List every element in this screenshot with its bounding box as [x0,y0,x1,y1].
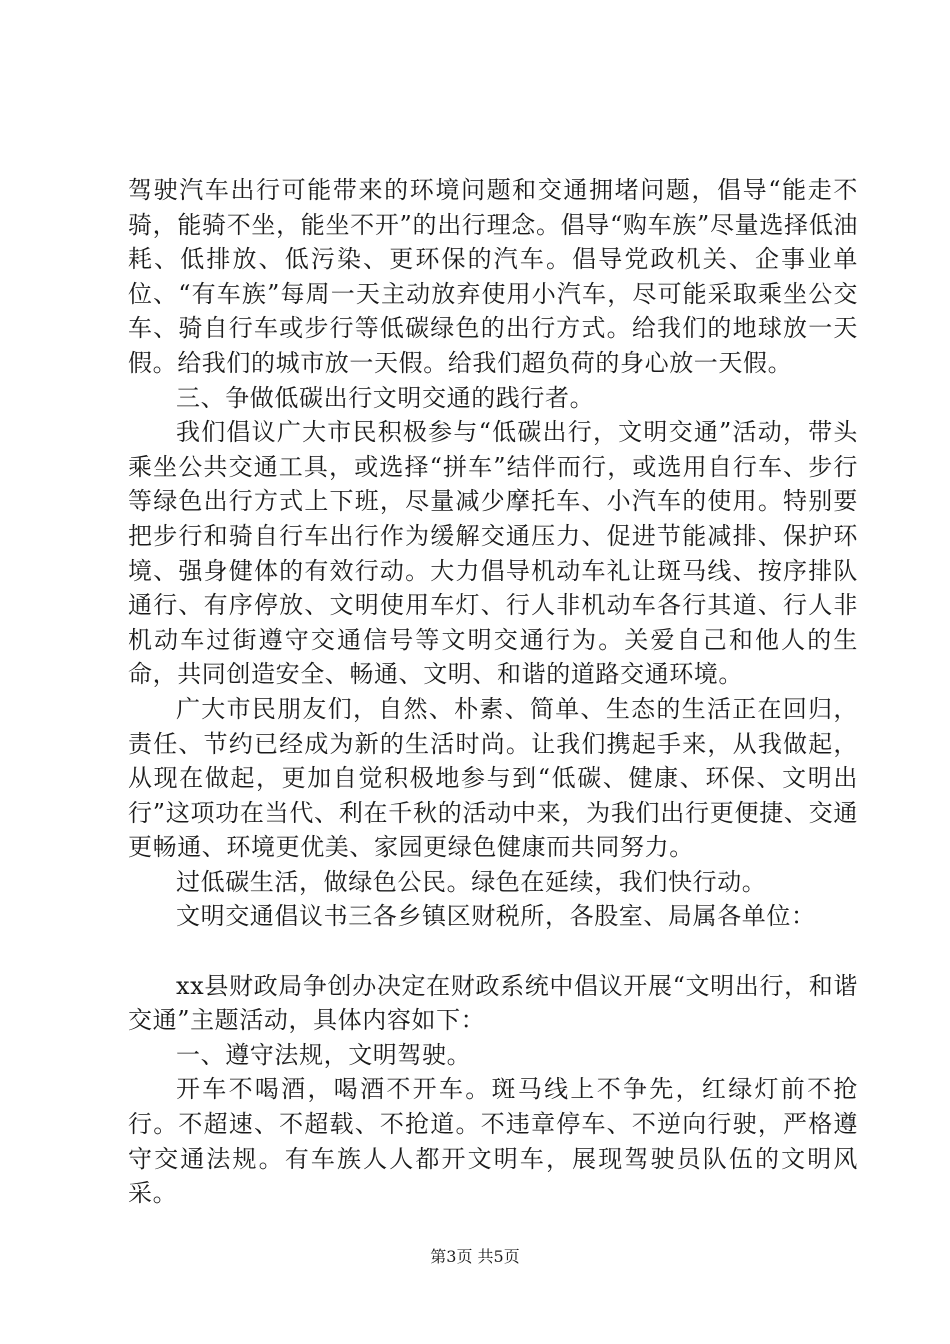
blank-line [128,934,858,969]
paragraph-call-to-action: 广大市民朋友们，自然、朴素、简单、生态的生活正在回归，责任、节约已经成为新的生活时尚。让我们携起手来，从我做起，从现在做起，更加自觉积极地参与到“低碳、健康、环保、文明出行”这项功在当代、利在千秋的活动中来，为我们出行更便捷、交通更畅通、环境更优美、家园更绿色健康而共同努力。 [128,694,858,862]
page-footer: 第3页 共5页 [430,1247,520,1266]
paragraph-slogan: 过低碳生活，做绿色公民。绿色在延续，我们快行动。 [176,867,767,896]
document-body [128,173,858,1211]
paragraph-car-travel: 驾驶汽车出行可能带来的环境问题和交通拥堵问题，倡导“能走不骑，能骑不坐，能坐不开”的出行理念。倡导“购车族”尽量选择低油耗、低排放、低污染、更环保的汽车。倡导党政机关、企事业单位、“有车族”每周一天主动放弃使用小汽车，尽可能采取乘坐公交车、骑自行车或步行等低碳绿色的出行方式。给我们的地球放一天假。给我们的城市放一天假。给我们超负荷的身心放一天假。 [128,176,858,377]
heading-section-three: 三、争做低碳出行文明交通的践行者。 [176,383,595,412]
paragraph-letter-addressee: 文明交通倡议书三各乡镇区财税所，各股室、局属各单位： [176,902,816,931]
heading-section-one: 一、遵守法规，文明驾驶。 [176,1040,472,1069]
paragraph-citizen-initiative: 我们倡议广大市民积极参与“低碳出行，文明交通”活动，带头乘坐公共交通工具，或选择“拼车”结伴而行，或选用自行车、步行等绿色出行方式上下班，尽量减少摩托车、小汽车的使用。特别要把步行和骑自行车出行作为缓解交通压力、促进节能减排、保护环境、强身健体的有效行动。大力倡导机动车礼让斑马线、按序排队通行、有序停放、文明使用车灯、行人非机动车各行其道、行人非机动车过街遵守交通信号等文明交通行为。关爱自己和他人的生命，共同创造安全、畅通、文明、和谐的道路交通环境。 [128,418,858,689]
paragraph-bureau-decision: xx县财政局争创办决定在财政系统中倡议开展“文明出行，和谐交通”主题活动，具体内容如下： [128,971,858,1035]
paragraph-driving-rules: 开车不喝酒，喝酒不开车。斑马线上不争先，红绿灯前不抢行。不超速、不超载、不抢道。不违章停车、不逆向行驶，严格遵守交通法规。有车族人人都开文明车，展现驾驶员队伍的文明风采。 [128,1075,858,1208]
